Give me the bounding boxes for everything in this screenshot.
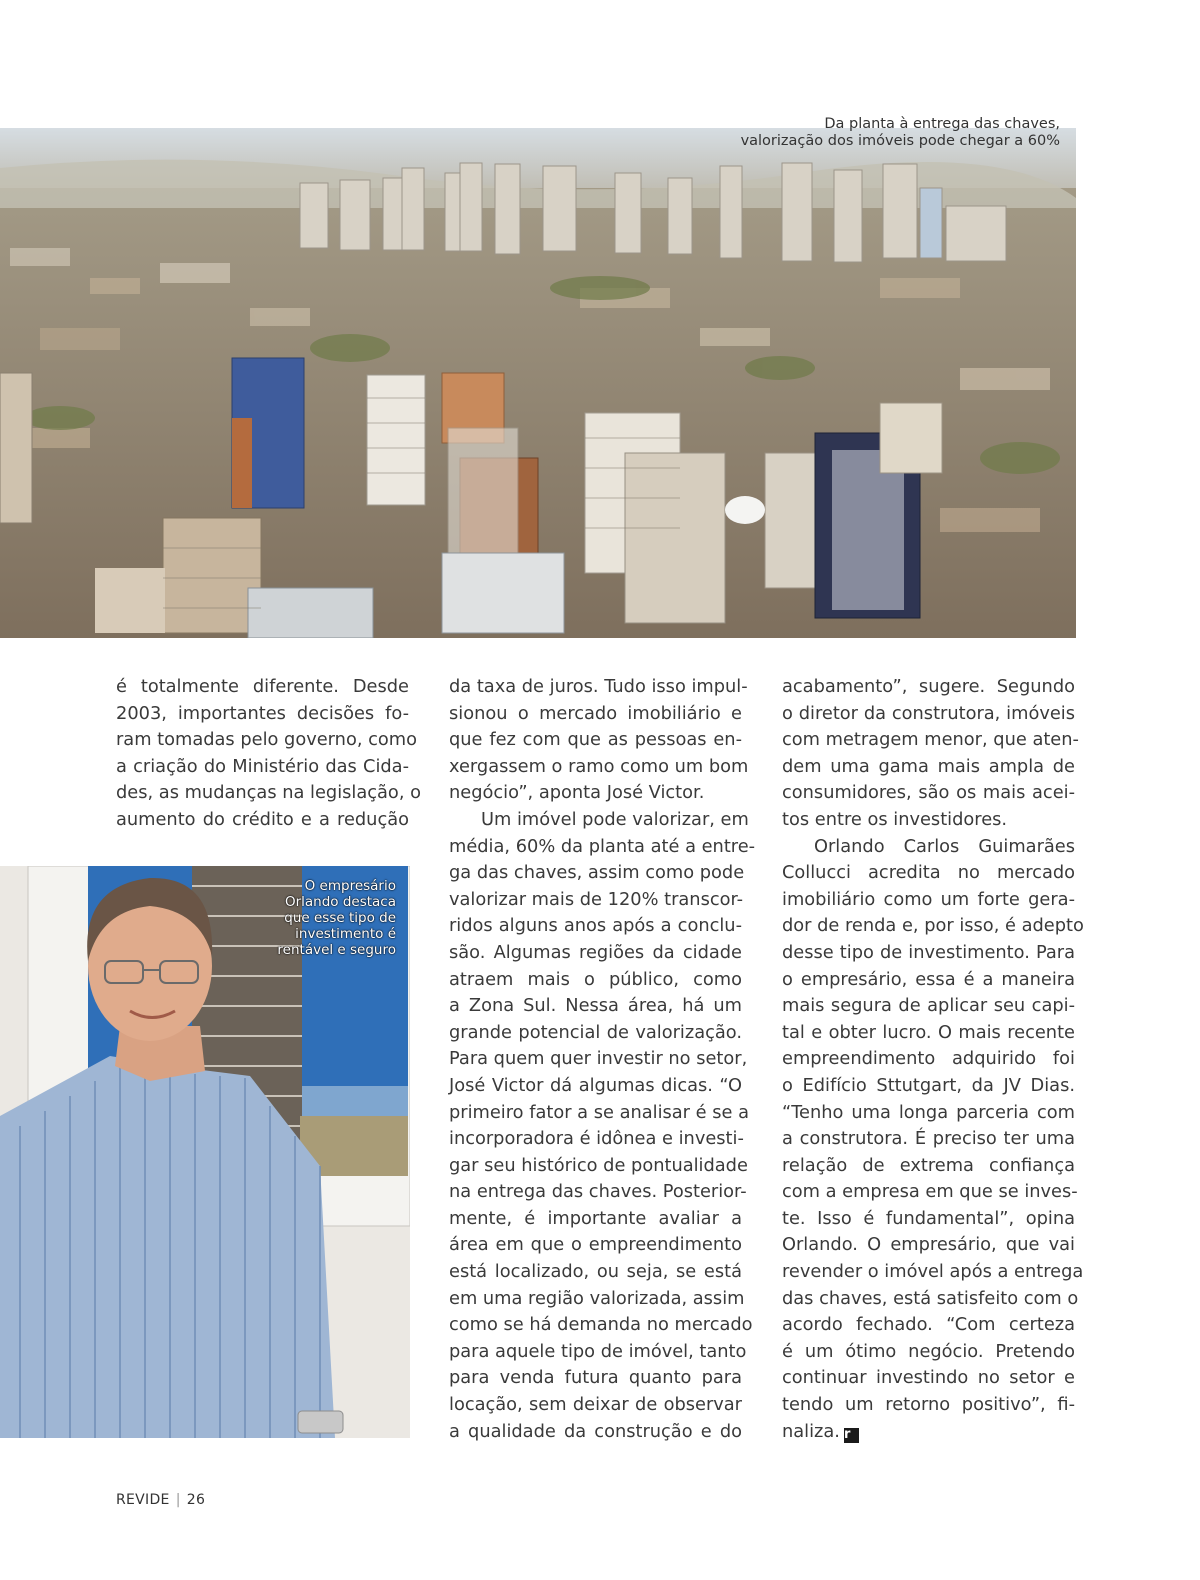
text-line: tal e obter lucro. O mais recente — [782, 1021, 1075, 1043]
text-line: Para quem quer investir no setor, — [449, 1048, 748, 1070]
text-line: “Tenho uma longa parceria com — [782, 1101, 1075, 1123]
text-line: área em que o empreendimento — [449, 1234, 742, 1256]
text-line: consumidores, são os mais acei- — [782, 782, 1075, 804]
text-line: ram tomadas pelo governo, como — [116, 729, 417, 751]
text-line: com metragem menor, que aten- — [782, 729, 1079, 751]
caption-line: que esse tipo de — [284, 910, 396, 926]
text-line: revender o imóvel após a entrega — [782, 1261, 1084, 1283]
text-line: imobiliário como um forte gera- — [782, 888, 1075, 910]
text-line: Orlando Carlos Guimarães — [814, 835, 1075, 857]
text-line: a Zona Sul. Nessa área, há um — [449, 995, 742, 1017]
text-line: continuar investindo no setor e — [782, 1367, 1075, 1389]
text-line: negócio”, aponta José Victor. — [449, 782, 705, 804]
text-line: para aquele tipo de imóvel, tanto — [449, 1340, 747, 1362]
text-line: dem uma gama mais ampla de — [782, 755, 1075, 777]
footer-separator: | — [175, 1492, 181, 1508]
text-line-final-words: naliza. — [782, 1420, 840, 1442]
text-line: o empresário, essa é a maneira — [782, 968, 1075, 990]
text-line: como se há demanda no mercado — [449, 1314, 753, 1336]
text-line: Orlando. O empresário, que vai — [782, 1234, 1075, 1256]
text-line: em uma região valorizada, assim — [449, 1287, 745, 1309]
text-line: tos entre os investidores. — [782, 808, 1008, 830]
text-line: locação, sem deixar de observar — [449, 1394, 742, 1416]
page-number: 26 — [186, 1492, 206, 1508]
text-line: des, as mudanças na legislação, o — [116, 782, 421, 804]
text-line: acordo fechado. “Com certeza — [782, 1314, 1075, 1336]
text-line: a criação do Ministério das Cida- — [116, 755, 409, 777]
text-line: Collucci acredita no mercado — [782, 862, 1075, 884]
text-line: desse tipo de investimento. Para — [782, 941, 1075, 963]
caption-line: Da planta à entrega das chaves, — [824, 116, 1060, 132]
text-line: grande potencial de valorização. — [449, 1021, 742, 1043]
text-line: ga das chaves, assim como pode — [449, 862, 745, 884]
text-line: que fez com que as pessoas en- — [449, 729, 742, 751]
text-line: são. Algumas regiões da cidade — [449, 941, 742, 963]
text-line: xergassem o ramo como um bom — [449, 755, 749, 777]
text-line: Um imóvel pode valorizar, em — [481, 808, 749, 830]
text-line: média, 60% da planta até a entre- — [449, 835, 756, 857]
text-line: ridos alguns anos após a conclu- — [449, 915, 742, 937]
text-line: está localizado, ou seja, se está — [449, 1261, 742, 1283]
city-skyline-illustration — [0, 128, 1076, 638]
article-column-2 — [449, 674, 756, 1445]
text-line: atraem mais o público, como — [449, 968, 742, 990]
caption-line: rentável e seguro — [277, 942, 396, 958]
text-line: mente, é importante avaliar a — [449, 1207, 742, 1229]
text-line: na entrega das chaves. Posterior- — [449, 1181, 747, 1203]
caption-line: investimento é — [295, 926, 396, 942]
end-of-article-mark: r — [844, 1428, 859, 1443]
text-line: a construtora. É preciso ter uma — [782, 1128, 1075, 1150]
text-line: o Edifício Sttutgart, da JV Dias. — [782, 1074, 1075, 1096]
text-line: é totalmente diferente. Desde — [116, 676, 409, 697]
text-line: tendo um retorno positivo”, fi- — [782, 1394, 1075, 1416]
article-column-1 — [116, 674, 421, 834]
text-line: aumento do crédito e a redução — [116, 808, 409, 830]
text-line: José Victor dá algumas dicas. “O — [449, 1074, 742, 1096]
text-line: relação de extrema confiança — [782, 1154, 1075, 1176]
text-line: mais segura de aplicar seu capi- — [782, 995, 1075, 1017]
photo-caption-portrait — [250, 878, 396, 958]
text-line: a qualidade da construção e do — [449, 1420, 742, 1442]
text-line: primeiro fator a se analisar é se a — [449, 1101, 749, 1123]
text-line: gar seu histórico de pontualidade — [449, 1154, 748, 1176]
text-line: sionou o mercado imobiliário e — [449, 702, 742, 724]
text-line: para venda futura quanto para — [449, 1367, 742, 1389]
text-line: 2003, importantes decisões fo- — [116, 702, 409, 724]
text-line: dor de renda e, por isso, é adepto — [782, 915, 1084, 937]
text-line: incorporadora é idônea e investi- — [449, 1128, 744, 1150]
text-line-final — [782, 1419, 1075, 1446]
city-skyline-photo — [0, 128, 1076, 638]
text-line: o diretor da construtora, imóveis — [782, 702, 1075, 724]
text-line: é um ótimo negócio. Pretendo — [782, 1340, 1075, 1362]
magazine-name: REVIDE — [116, 1492, 170, 1508]
text-line: valorizar mais de 120% transcor- — [449, 888, 744, 910]
text-line: da taxa de juros. Tudo isso impul- — [449, 676, 748, 697]
caption-line: valorização dos imóveis pode chegar a 60% — [740, 133, 1060, 149]
text-line: das chaves, está satisfeito com o — [782, 1287, 1079, 1309]
page-footer — [116, 1492, 205, 1508]
text-line: te. Isso é fundamental”, opina — [782, 1207, 1075, 1229]
text-line: acabamento”, sugere. Segundo — [782, 676, 1075, 697]
text-line: empreendimento adquirido foi — [782, 1048, 1075, 1070]
caption-line: Orlando destaca — [284, 894, 396, 910]
caption-line: O empresário — [304, 878, 396, 894]
text-line: com a empresa em que se inves- — [782, 1181, 1078, 1203]
article-column-3 — [782, 674, 1084, 1445]
photo-caption-top — [640, 116, 1060, 150]
